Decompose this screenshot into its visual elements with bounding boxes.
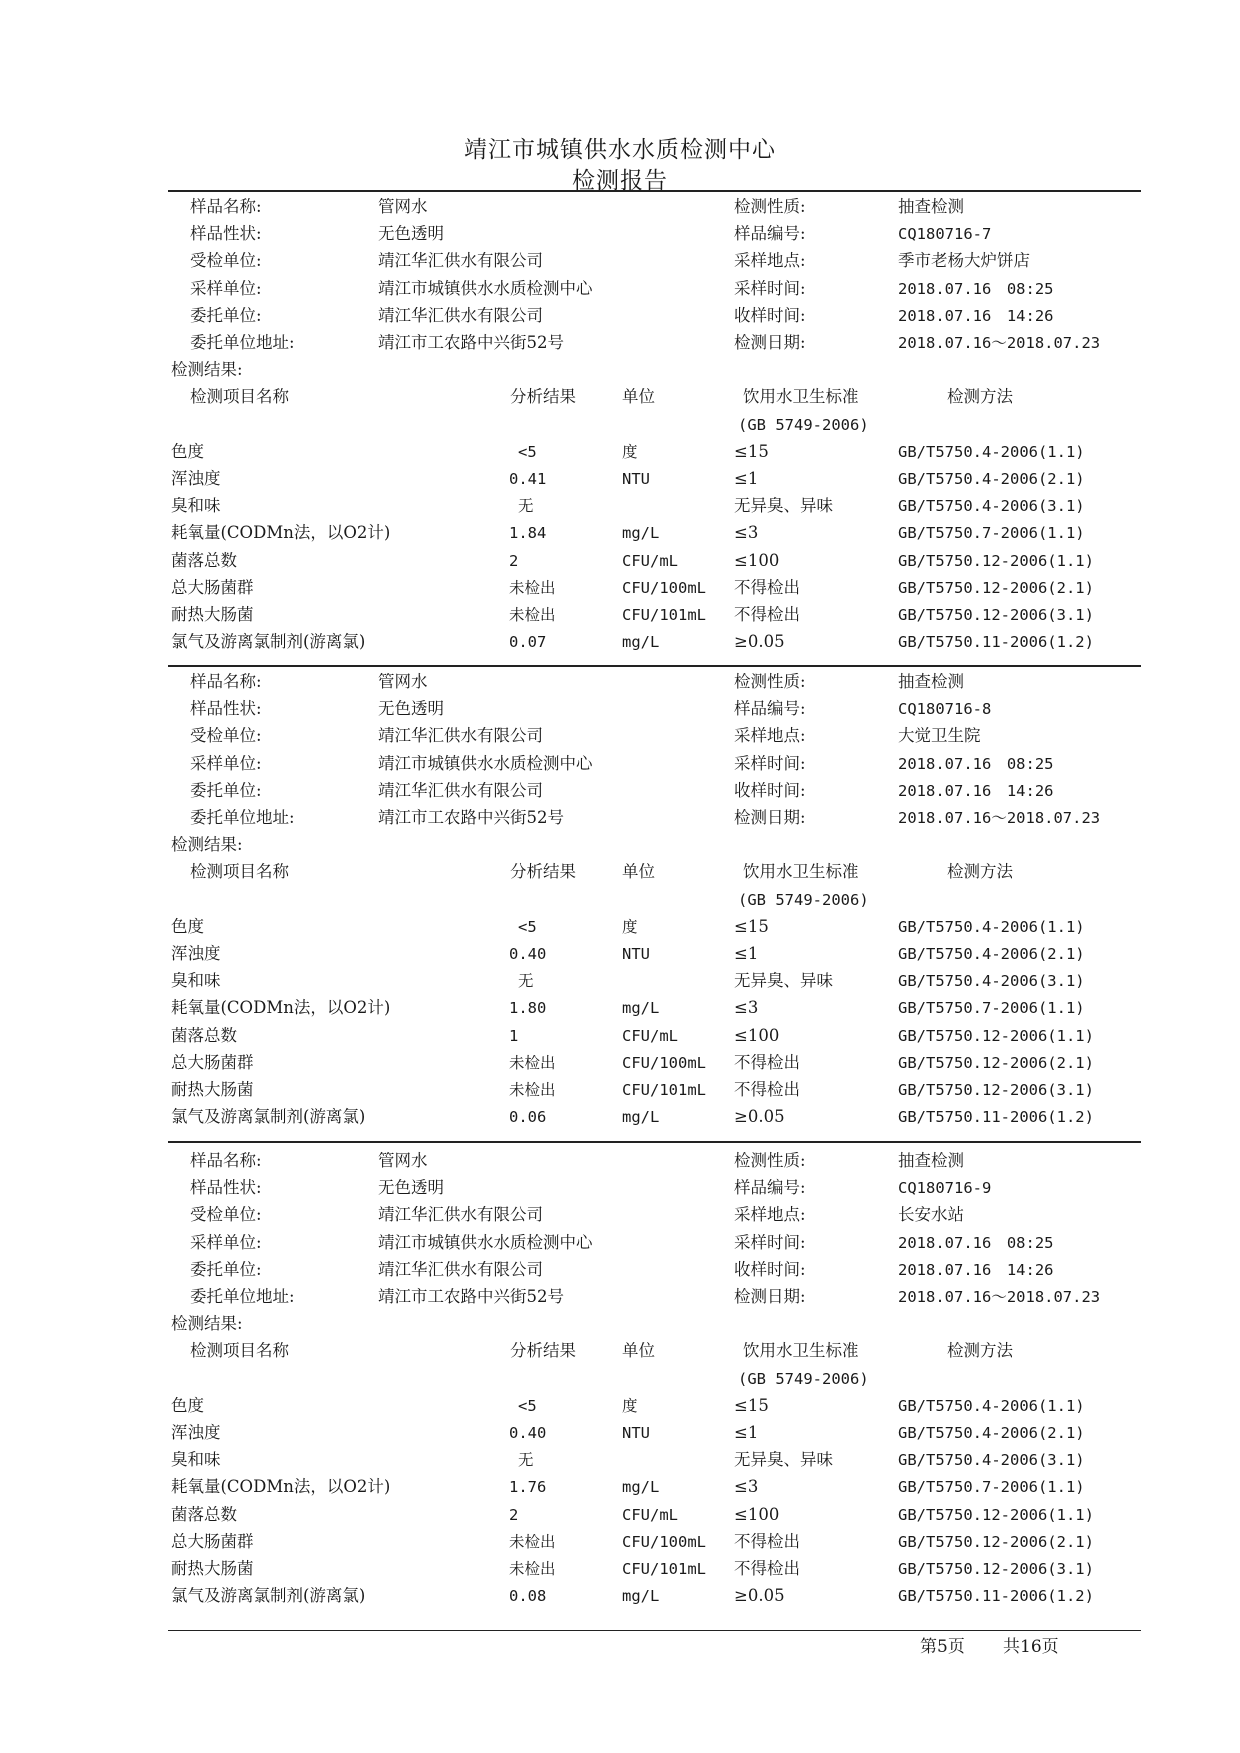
receive-time-label: 收样时间: <box>734 1259 806 1279</box>
row-method: GB/T5750.4-2006(2.1) <box>898 470 1085 488</box>
row-standard: ≤1 <box>734 1423 759 1442</box>
row-standard: 不得检出 <box>734 605 800 624</box>
row-result: <5 <box>518 1396 537 1415</box>
client-address-value: 靖江市工农路中兴街52号 <box>378 808 564 827</box>
row-item: 总大肠菌群 <box>171 1052 254 1072</box>
row-result: 未检出 <box>509 1081 556 1099</box>
sampling-unit-value: 靖江市城镇供水水质检测中心 <box>378 753 593 773</box>
row-method: GB/T5750.12-2006(3.1) <box>898 1560 1094 1578</box>
row-unit: CFU/mL <box>622 1026 678 1045</box>
page-number: 第5页 <box>920 1637 965 1657</box>
receive-time-label: 收样时间: <box>734 305 806 325</box>
col-standard-header: 饮用水卫生标准 <box>743 1341 859 1361</box>
client-address-label: 委托单位地址: <box>190 333 295 352</box>
sampling-site-label: 采样地点: <box>734 251 806 271</box>
sample-no-value: CQ180716-8 <box>898 700 992 719</box>
sampling-unit-label: 采样单位: <box>190 753 262 773</box>
test-date-label: 检测日期: <box>734 1287 806 1306</box>
row-item: 耗氧量(CODMn法，以O2计) <box>171 523 391 543</box>
sampling-site-label: 采样地点: <box>734 726 806 746</box>
row-method: GB/T5750.7-2006(1.1) <box>898 524 1085 543</box>
sample-name-label: 样品名称: <box>190 672 262 691</box>
row-standard: ≤100 <box>734 550 780 570</box>
sample-property-label: 样品性状: <box>190 699 262 719</box>
sampling-site-value: 季市老杨大炉饼店 <box>898 251 1030 271</box>
row-method: GB/T5750.11-2006(1.2) <box>898 633 1094 652</box>
client-unit-label: 委托单位: <box>190 780 262 800</box>
row-method: GB/T5750.4-2006(3.1) <box>898 1451 1085 1470</box>
row-unit: mg/L <box>622 999 660 1018</box>
row-unit: NTU <box>622 1424 650 1442</box>
results-label: 检测结果: <box>171 360 243 380</box>
row-result: 1.80 <box>509 999 547 1018</box>
row-method: GB/T5750.7-2006(1.1) <box>898 1478 1085 1497</box>
row-method: GB/T5750.12-2006(1.1) <box>898 551 1094 570</box>
row-unit: mg/L <box>622 1108 660 1127</box>
sampling-time-label: 采样时间: <box>734 278 806 298</box>
row-method: GB/T5750.12-2006(2.1) <box>898 1532 1094 1551</box>
col-item-header: 检测项目名称 <box>190 1341 289 1361</box>
sampling-time-value: 2018.07.16 08:25 <box>898 279 1054 298</box>
row-unit: CFU/100mL <box>622 578 706 597</box>
row-method: GB/T5750.12-2006(3.1) <box>898 1081 1094 1099</box>
col-method-header: 检测方法 <box>947 1341 1013 1361</box>
row-standard: 不得检出 <box>734 577 800 597</box>
row-standard: ≤15 <box>734 916 769 936</box>
row-item: 臭和味 <box>171 1450 221 1470</box>
test-date-label: 检测日期: <box>734 808 806 827</box>
row-standard: ≤3 <box>734 1477 759 1497</box>
sample-property-value: 无色透明 <box>378 699 444 719</box>
row-unit: CFU/mL <box>622 1505 678 1524</box>
sample-name-value: 管网水 <box>378 672 428 691</box>
row-item: 色度 <box>171 441 204 461</box>
row-result: 无 <box>518 972 534 991</box>
row-item: 耗氧量(CODMn法，以O2计) <box>171 1477 391 1497</box>
inspected-unit-value: 靖江华汇供水有限公司 <box>378 251 543 271</box>
results-label: 检测结果: <box>171 1314 243 1334</box>
row-result: 1 <box>509 1026 519 1045</box>
row-item: 臭和味 <box>171 496 221 516</box>
row-item: 耗氧量(CODMn法，以O2计) <box>171 998 391 1018</box>
inspected-unit-label: 受检单位: <box>190 726 262 746</box>
results-label: 检测结果: <box>171 835 243 855</box>
inspected-unit-value: 靖江华汇供水有限公司 <box>378 726 543 746</box>
row-standard: ≤3 <box>734 998 759 1018</box>
row-result: 未检出 <box>509 1053 556 1072</box>
row-method: GB/T5750.11-2006(1.2) <box>898 1108 1094 1127</box>
row-result: 0.40 <box>509 1424 547 1442</box>
client-unit-value: 靖江华汇供水有限公司 <box>378 780 543 800</box>
row-result: 0.06 <box>509 1108 547 1127</box>
row-method: GB/T5750.4-2006(1.1) <box>898 917 1085 936</box>
col-result-header: 分析结果 <box>510 1341 576 1361</box>
test-nature-value: 抽查检测 <box>898 197 964 216</box>
row-result: 未检出 <box>509 578 556 597</box>
col-result-header: 分析结果 <box>510 862 576 882</box>
row-result: 无 <box>518 1451 534 1470</box>
row-unit: CFU/100mL <box>622 1053 706 1072</box>
inspected-unit-value: 靖江华汇供水有限公司 <box>378 1205 543 1225</box>
sampling-unit-value: 靖江市城镇供水水质检测中心 <box>378 278 593 298</box>
row-unit: CFU/101mL <box>622 606 706 624</box>
row-item: 臭和味 <box>171 971 221 991</box>
test-date-label: 检测日期: <box>734 333 806 352</box>
row-unit: CFU/100mL <box>622 1532 706 1551</box>
row-unit: NTU <box>622 470 650 488</box>
sample-no-label: 样品编号: <box>734 1178 806 1198</box>
client-unit-value: 靖江华汇供水有限公司 <box>378 305 543 325</box>
sampling-unit-label: 采样单位: <box>190 1232 262 1252</box>
inspected-unit-label: 受检单位: <box>190 1205 262 1225</box>
row-item: 菌落总数 <box>171 550 237 570</box>
sampling-time-label: 采样时间: <box>734 753 806 773</box>
row-method: GB/T5750.11-2006(1.2) <box>898 1587 1094 1606</box>
row-unit: 度 <box>622 917 638 936</box>
col-method-header: 检测方法 <box>947 387 1013 407</box>
row-result: <5 <box>518 442 537 461</box>
row-method: GB/T5750.4-2006(1.1) <box>898 1396 1085 1415</box>
row-unit: mg/L <box>622 1478 660 1497</box>
row-standard: 不得检出 <box>734 1531 800 1551</box>
row-method: GB/T5750.12-2006(2.1) <box>898 578 1094 597</box>
col-item-header: 检测项目名称 <box>190 862 289 882</box>
row-item: 耐热大肠菌 <box>171 1559 254 1578</box>
row-method: GB/T5750.4-2006(3.1) <box>898 972 1085 991</box>
sampling-time-label: 采样时间: <box>734 1232 806 1252</box>
client-address-label: 委托单位地址: <box>190 1287 295 1306</box>
client-address-value: 靖江市工农路中兴街52号 <box>378 333 564 352</box>
row-standard: 无异臭、异味 <box>734 971 833 991</box>
row-method: GB/T5750.12-2006(1.1) <box>898 1505 1094 1524</box>
row-standard: ≤3 <box>734 523 759 543</box>
test-nature-value: 抽查检测 <box>898 672 964 691</box>
receive-time-value: 2018.07.16 14:26 <box>898 781 1054 800</box>
report-section-2 <box>0 672 1240 1142</box>
sampling-site-value: 大觉卫生院 <box>898 726 981 746</box>
row-item: 总大肠菌群 <box>171 1531 254 1551</box>
col-standard-header: 饮用水卫生标准 <box>743 387 859 407</box>
col-unit-header: 单位 <box>622 862 655 882</box>
client-unit-label: 委托单位: <box>190 305 262 325</box>
row-standard: ≤15 <box>734 1395 769 1415</box>
test-date-value: 2018.07.16～2018.07.23 <box>898 809 1101 827</box>
row-standard: 无异臭、异味 <box>734 1450 833 1470</box>
row-standard: ≤100 <box>734 1025 780 1045</box>
page-total: 共16页 <box>1003 1637 1059 1657</box>
row-unit: mg/L <box>622 524 660 543</box>
test-date-value: 2018.07.16～2018.07.23 <box>898 1288 1101 1306</box>
col-standard-code: (GB 5749-2006) <box>738 415 869 434</box>
row-method: GB/T5750.12-2006(3.1) <box>898 606 1094 624</box>
row-result: 未检出 <box>509 1532 556 1551</box>
sampling-site-value: 长安水站 <box>898 1205 964 1225</box>
inspected-unit-label: 受检单位: <box>190 251 262 271</box>
sample-no-label: 样品编号: <box>734 224 806 244</box>
col-item-header: 检测项目名称 <box>190 387 289 407</box>
row-item: 色度 <box>171 916 204 936</box>
client-address-value: 靖江市工农路中兴街52号 <box>378 1287 564 1306</box>
col-standard-code: (GB 5749-2006) <box>738 890 869 909</box>
row-item: 氯气及游离氯制剂(游离氯) <box>171 1586 366 1606</box>
report-section-1 <box>0 197 1240 667</box>
col-result-header: 分析结果 <box>510 387 576 407</box>
row-item: 色度 <box>171 1395 204 1415</box>
row-method: GB/T5750.4-2006(3.1) <box>898 497 1085 516</box>
row-method: GB/T5750.12-2006(2.1) <box>898 1053 1094 1072</box>
row-result: 0.40 <box>509 945 547 963</box>
row-item: 菌落总数 <box>171 1025 237 1045</box>
row-item: 浑浊度 <box>171 944 221 963</box>
row-result: 0.07 <box>509 633 547 652</box>
row-result: 0.41 <box>509 470 547 488</box>
report-title: 检测报告 <box>572 168 668 194</box>
col-unit-header: 单位 <box>622 1341 655 1361</box>
row-result: <5 <box>518 917 537 936</box>
sampling-time-value: 2018.07.16 08:25 <box>898 1233 1054 1252</box>
sampling-unit-label: 采样单位: <box>190 278 262 298</box>
row-result: 1.84 <box>509 524 547 543</box>
row-method: GB/T5750.12-2006(1.1) <box>898 1026 1094 1045</box>
row-standard: ≤1 <box>734 469 759 488</box>
row-method: GB/T5750.4-2006(1.1) <box>898 442 1085 461</box>
sample-property-label: 样品性状: <box>190 224 262 244</box>
row-method: GB/T5750.4-2006(2.1) <box>898 1424 1085 1442</box>
row-result: 未检出 <box>509 1560 556 1578</box>
sample-property-value: 无色透明 <box>378 1178 444 1198</box>
row-unit: 度 <box>622 442 638 461</box>
row-item: 氯气及游离氯制剂(游离氯) <box>171 632 366 652</box>
row-item: 菌落总数 <box>171 1504 237 1524</box>
sampling-site-label: 采样地点: <box>734 1205 806 1225</box>
col-method-header: 检测方法 <box>947 862 1013 882</box>
row-unit: mg/L <box>622 633 660 652</box>
sample-no-value: CQ180716-9 <box>898 1179 992 1198</box>
row-result: 2 <box>509 551 519 570</box>
row-standard: ≥0.05 <box>734 1586 785 1606</box>
row-result: 2 <box>509 1505 519 1524</box>
test-nature-label: 检测性质: <box>734 197 806 216</box>
sample-property-label: 样品性状: <box>190 1178 262 1198</box>
row-standard: ≤100 <box>734 1504 780 1524</box>
test-nature-value: 抽查检测 <box>898 1151 964 1170</box>
receive-time-value: 2018.07.16 14:26 <box>898 1260 1054 1279</box>
row-item: 浑浊度 <box>171 1423 221 1442</box>
row-unit: CFU/101mL <box>622 1560 706 1578</box>
sample-property-value: 无色透明 <box>378 224 444 244</box>
sampling-unit-value: 靖江市城镇供水水质检测中心 <box>378 1232 593 1252</box>
row-item: 氯气及游离氯制剂(游离氯) <box>171 1107 366 1127</box>
row-result: 1.76 <box>509 1478 547 1497</box>
client-unit-value: 靖江华汇供水有限公司 <box>378 1259 543 1279</box>
test-nature-label: 检测性质: <box>734 1151 806 1170</box>
row-standard: ≤15 <box>734 441 769 461</box>
client-unit-label: 委托单位: <box>190 1259 262 1279</box>
row-item: 总大肠菌群 <box>171 577 254 597</box>
row-unit: NTU <box>622 945 650 963</box>
sample-no-label: 样品编号: <box>734 699 806 719</box>
row-unit: CFU/101mL <box>622 1081 706 1099</box>
receive-time-value: 2018.07.16 14:26 <box>898 306 1054 325</box>
receive-time-label: 收样时间: <box>734 780 806 800</box>
col-standard-header: 饮用水卫生标准 <box>743 862 859 882</box>
row-standard: ≥0.05 <box>734 1107 785 1127</box>
sample-name-value: 管网水 <box>378 1151 428 1170</box>
col-unit-header: 单位 <box>622 387 655 407</box>
row-unit: 度 <box>622 1396 638 1415</box>
row-item: 浑浊度 <box>171 469 221 488</box>
row-unit: CFU/mL <box>622 551 678 570</box>
sampling-time-value: 2018.07.16 08:25 <box>898 754 1054 773</box>
col-standard-code: (GB 5749-2006) <box>738 1369 869 1388</box>
divider-top <box>168 190 1141 192</box>
row-standard: 不得检出 <box>734 1052 800 1072</box>
sample-no-value: CQ180716-7 <box>898 225 992 244</box>
test-nature-label: 检测性质: <box>734 672 806 691</box>
row-standard: ≥0.05 <box>734 632 785 652</box>
test-date-value: 2018.07.16～2018.07.23 <box>898 334 1101 352</box>
row-method: GB/T5750.7-2006(1.1) <box>898 999 1085 1018</box>
divider-bottom <box>168 1630 1141 1631</box>
report-section-3 <box>0 1151 1240 1621</box>
row-standard: ≤1 <box>734 944 759 963</box>
row-result: 无 <box>518 497 534 516</box>
sample-name-label: 样品名称: <box>190 1151 262 1170</box>
row-standard: 无异臭、异味 <box>734 496 833 516</box>
row-method: GB/T5750.4-2006(2.1) <box>898 945 1085 963</box>
row-unit: mg/L <box>622 1587 660 1606</box>
row-result: 0.08 <box>509 1587 547 1606</box>
report-org-title: 靖江市城镇供水水质检测中心 <box>464 137 776 163</box>
client-address-label: 委托单位地址: <box>190 808 295 827</box>
row-standard: 不得检出 <box>734 1080 800 1099</box>
row-standard: 不得检出 <box>734 1559 800 1578</box>
row-item: 耐热大肠菌 <box>171 1080 254 1099</box>
sample-name-value: 管网水 <box>378 197 428 216</box>
row-item: 耐热大肠菌 <box>171 605 254 624</box>
row-result: 未检出 <box>509 606 556 624</box>
sample-name-label: 样品名称: <box>190 197 262 216</box>
